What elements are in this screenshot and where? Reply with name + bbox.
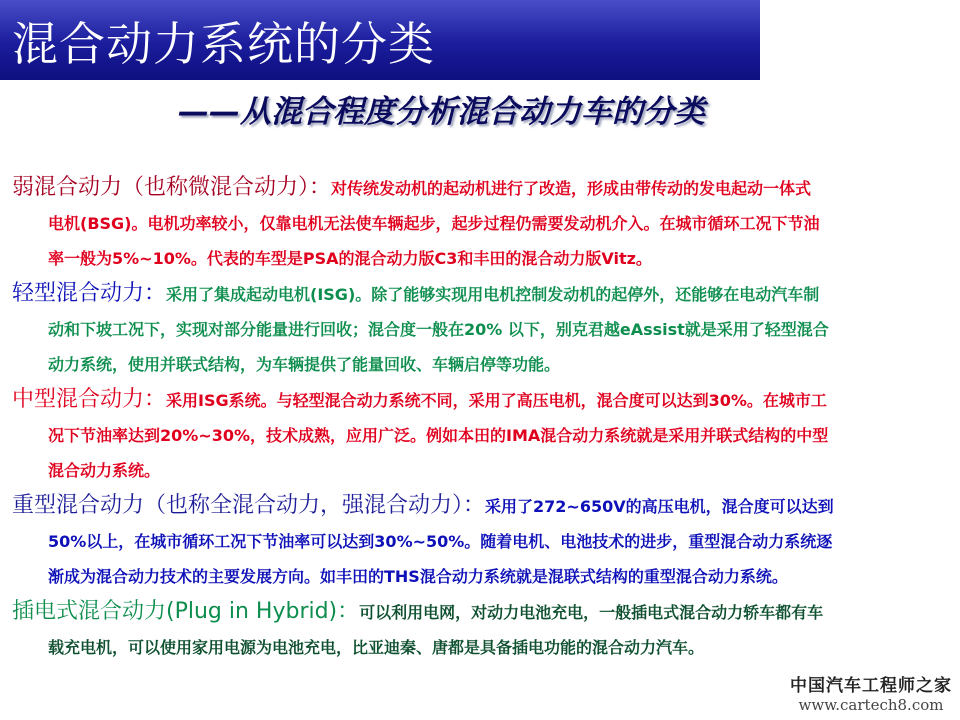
section-text: 采用ISG系统。与轻型混合动力系统不同，采用了高压电机，混合度可以达到30%。在城市工 (166, 391, 827, 410)
slide-title: 混合动力系统的分类 (12, 17, 435, 71)
slide-subtitle: ——从混合程度分析混合动力车的分类 (178, 94, 705, 130)
section-full-hybrid (12, 488, 950, 594)
section-text: 可以利用电网，对动力电池充电，一般插电式混合动力轿车都有车 (359, 603, 824, 622)
section-text: 率一般为5%~10%。代表的车型是PSA的混合动力版C3和丰田的混合动力版Vitz。 (48, 249, 652, 268)
section-heading: 重型混合动力（也称全混合动力，强混合动力）： (12, 493, 486, 518)
watermark (790, 671, 952, 714)
watermark-url: www.cartech8.com (798, 696, 944, 714)
section-heading: 插电式混合动力(Plug in Hybrid)： (12, 599, 360, 624)
section-text: 混合动力系统。 (48, 461, 161, 480)
section-text: 况下节油率达到20%~30%，技术成熟，应用广泛。例如本田的IMA混合动力系统就是采用并联式结构的中型 (48, 426, 829, 445)
title-bar (0, 0, 760, 80)
section-weak-hybrid (12, 170, 950, 276)
section-text: 动力系统，使用并联式结构，为车辆提供了能量回收、车辆启停等功能。 (48, 355, 561, 374)
section-text: 渐成为混合动力技术的主要发展方向。如丰田的THS混合动力系统就是混联式结构的重型混合动力系统。 (48, 567, 788, 586)
section-text: 对传统发动机的起动机进行了改造，形成由带传动的发电起动一体式 (331, 179, 812, 198)
section-mid-hybrid (12, 382, 950, 488)
section-plugin-hybrid (12, 594, 950, 665)
slide-content (12, 170, 950, 665)
section-heading: 中型混合动力： (12, 387, 167, 412)
section-text: 采用了272~650V的高压电机，混合度可以达到 (485, 497, 834, 516)
section-text: 电机(BSG)。电机功率较小，仅靠电机无法使车辆起步，起步过程仍需要发动机介入。在城市循环工况下节油 (48, 214, 820, 233)
section-light-hybrid (12, 276, 950, 382)
section-heading: 弱混合动力（也称微混合动力）： (12, 175, 332, 200)
section-text: 50%以上，在城市循环工况下节油率可以达到30%~50%。随着电机、电池技术的进步，重型混合动力系统逐 (48, 532, 833, 551)
section-text: 载充电机，可以使用家用电源为电池充电，比亚迪秦、唐都是具备插电功能的混合动力汽车。 (48, 638, 705, 657)
section-text: 采用了集成起动电机(ISG)。除了能够实现用电机控制发动机的起停外，还能够在电动汽车制 (166, 285, 820, 304)
watermark-name: 中国汽车工程师之家 (790, 676, 952, 696)
section-heading: 轻型混合动力： (12, 281, 167, 306)
section-text: 动和下坡工况下，实现对部分能量进行回收；混合度一般在20% 以下，别克君越eAssist就是采用了轻型混合 (48, 320, 829, 339)
